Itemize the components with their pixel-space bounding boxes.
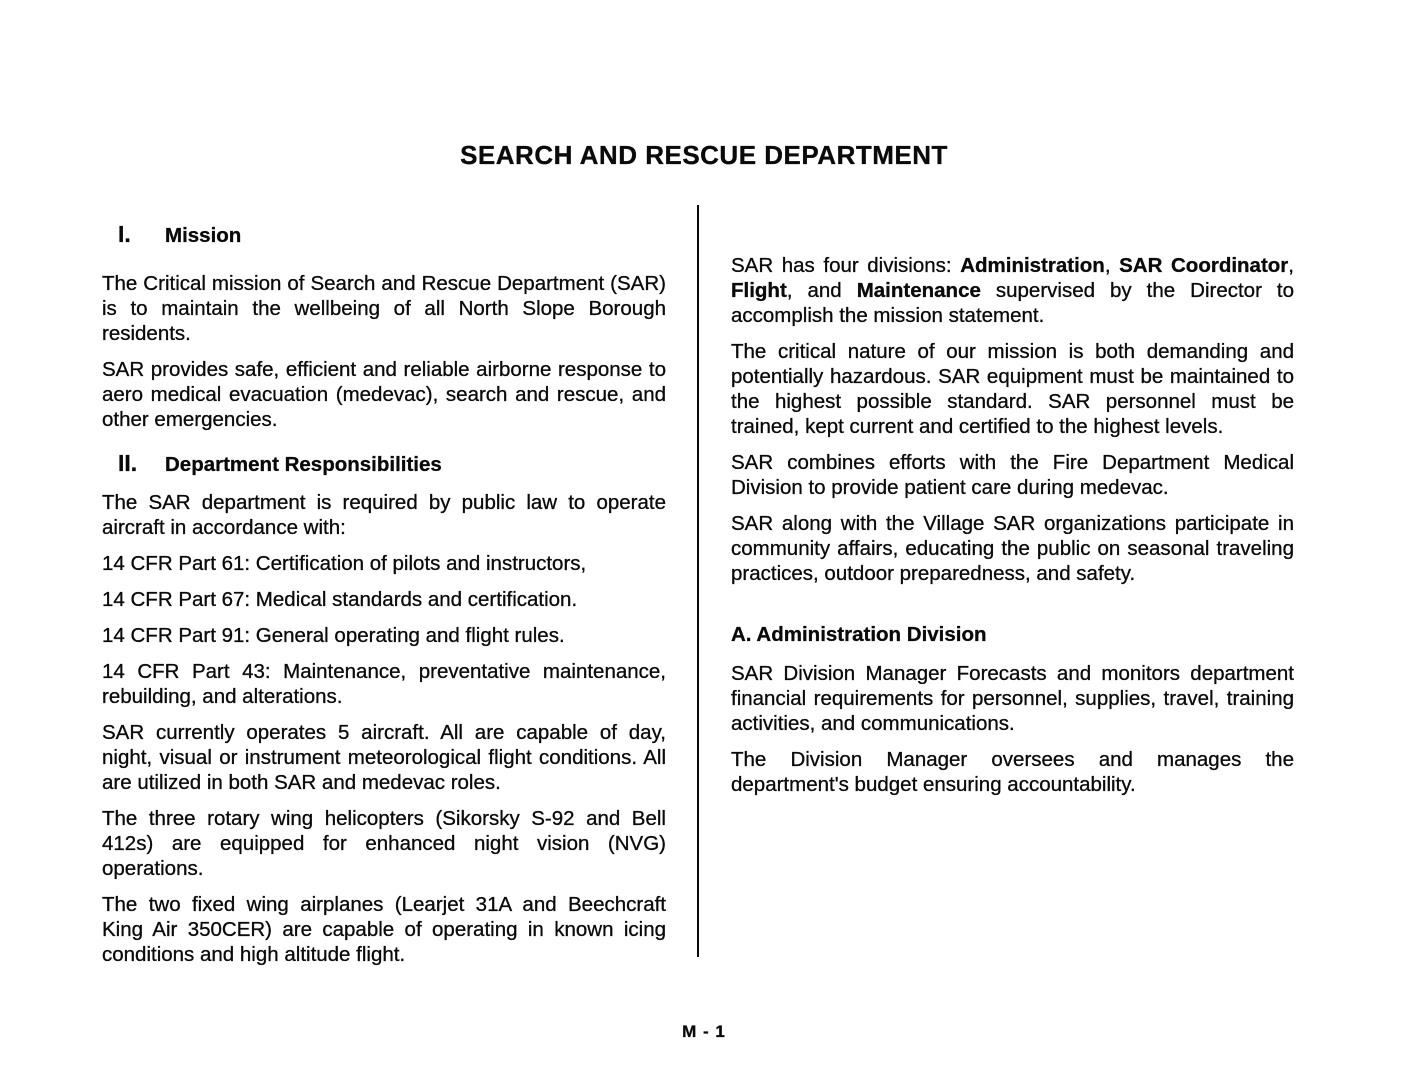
paragraph: SAR along with the Village SAR organizations participate in community affairs, educating the public on seasonal traveling practices, outdoor preparedness, and safety. — [731, 512, 1294, 585]
paragraph: SAR provides safe, efficient and reliable airborne response to aero medical evacuation (medevac), search and rescue, and other emergencies. — [102, 358, 666, 431]
text-run-bold: Maintenance — [856, 279, 981, 302]
section-heading-administration-division: A. Administration Division — [731, 623, 987, 646]
column-divider — [697, 205, 699, 957]
page-number: M - 1 — [682, 1022, 726, 1041]
text-run: , and — [786, 279, 857, 302]
paragraph: 14 CFR Part 61: Certification of pilots and instructors, — [102, 552, 587, 575]
paragraph: 14 CFR Part 91: General operating and flight rules. — [102, 624, 565, 647]
text-run: , — [1288, 254, 1294, 277]
paragraph: The SAR department is required by public law to operate aircraft in accordance with: — [102, 491, 666, 539]
paragraph: The two fixed wing airplanes (Learjet 31A and Beechcraft King Air 350CER) are capable of operating in known icing conditions and high altitude flight. — [102, 893, 666, 966]
paragraph: SAR currently operates 5 aircraft. All are capable of day, night, visual or instrument meteorological flight conditions. All are utilized in both SAR and medevac roles. — [102, 721, 666, 794]
section-numeral: II. — [118, 450, 138, 476]
text-run-bold: Flight — [731, 279, 787, 302]
paragraph: 14 CFR Part 67: Medical standards and certification. — [102, 588, 578, 611]
paragraph: SAR combines efforts with the Fire Department Medical Division to provide patient care during medevac. — [731, 451, 1294, 499]
right-column — [731, 253, 1294, 808]
section-heading-label: Mission — [165, 224, 242, 247]
text-run-bold: SAR Coordinator — [1119, 254, 1289, 277]
section-heading-responsibilities — [102, 451, 666, 477]
paragraph-divisions — [731, 253, 1294, 328]
left-column — [102, 222, 666, 978]
text-run: supervised by the Director to accomplish the mission statement. — [731, 279, 1295, 327]
paragraph: The Division Manager oversees and manages the department's budget ensuring accountability. — [731, 748, 1294, 796]
paragraph: 14 CFR Part 43: Maintenance, preventative maintenance, rebuilding, and alterations. — [102, 660, 666, 708]
section-heading-label: Department Responsibilities — [165, 453, 442, 476]
text-run: , — [1104, 254, 1120, 277]
paragraph: The critical nature of our mission is both demanding and potentially hazardous. SAR equipment must be maintained to the highest possible standard. SAR personnel must be trained, kept current and certified to the highest levels. — [731, 340, 1294, 438]
section-heading-mission — [102, 222, 666, 248]
section-numeral: I. — [118, 221, 131, 247]
text-run: SAR has four divisions: — [731, 254, 961, 277]
paragraph: The Critical mission of Search and Rescue Department (SAR) is to maintain the wellbeing of all North Slope Borough residents. — [102, 272, 666, 345]
paragraph: SAR Division Manager Forecasts and monitors department financial requirements for personnel, supplies, travel, training activities, and communications. — [731, 662, 1294, 735]
paragraph: The three rotary wing helicopters (Sikorsky S-92 and Bell 412s) are equipped for enhanced night vision (NVG) operations. — [102, 807, 666, 880]
text-run-bold: Administration — [960, 254, 1105, 277]
document-title: SEARCH AND RESCUE DEPARTMENT — [460, 140, 948, 170]
